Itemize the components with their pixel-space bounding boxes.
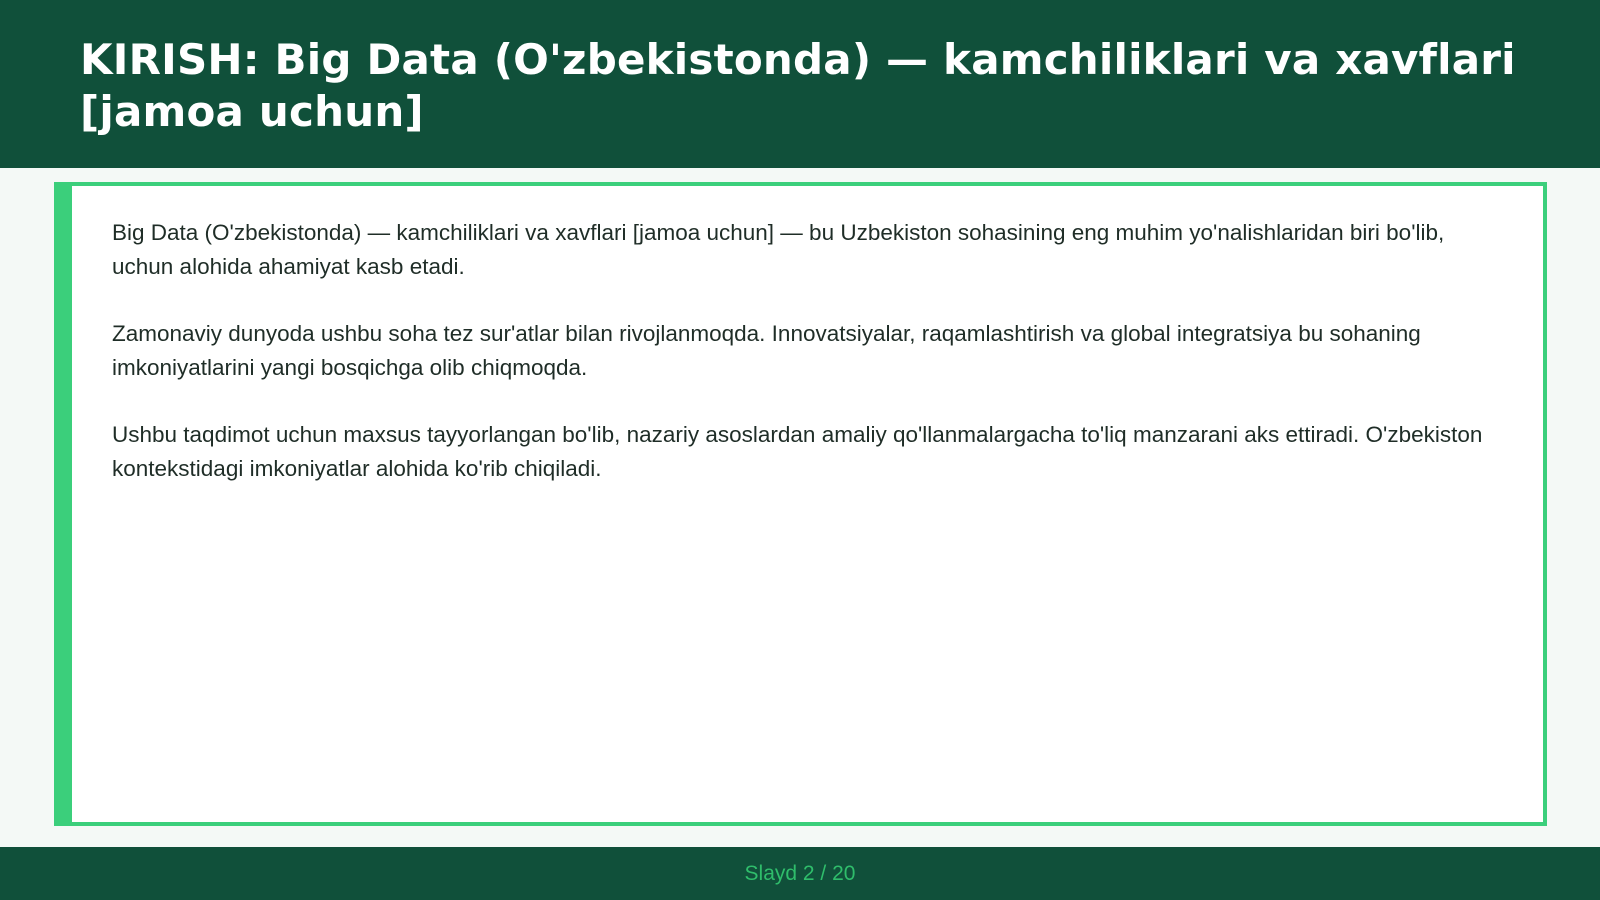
presentation-purpose-paragraph: Ushbu taqdimot uchun maxsus tayyorlangan bo'lib, nazariy asoslardan amaliy qo'llanmalargacha to'liq manzarani aks ettiradi. O'zbekiston kontekstidagi imkoniyatlar alohida ko'rib chiqiladi. (112, 422, 1483, 481)
intro-paragraph: Big Data (O'zbekistonda) — kamchiliklari va xavflari [jamoa uchun] — bu Uzbekiston sohasining eng muhim yo'nalishlaridan biri bo'lib, uchun alohida ahamiyat kasb etadi. (112, 220, 1445, 279)
slide-counter: Slayd 2 / 20 (744, 861, 856, 885)
development-paragraph: Zamonaviy dunyoda ushbu soha tez sur'atlar bilan rivojlanmoqda. Innovatsiyalar, raqamlashtirish va global integratsiya bu sohaning imkoniyatlarini yangi bosqichga olib chiqmoqda. (112, 321, 1421, 380)
slide-footer (0, 847, 1600, 900)
slide-title: KIRISH: Big Data (O'zbekistonda) — kamchiliklari va xavflari [jamoa uchun] (80, 35, 1516, 136)
slide-header (0, 0, 1600, 168)
content-card (54, 182, 1547, 826)
